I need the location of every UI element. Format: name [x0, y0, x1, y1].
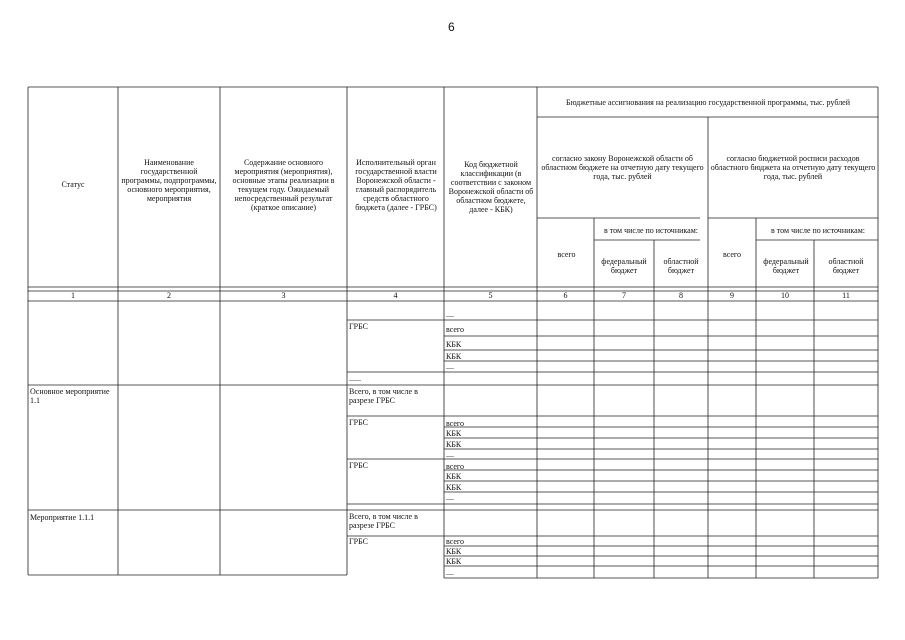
- col-num-6: 6: [563, 291, 568, 300]
- page-number: 6: [448, 20, 455, 34]
- cell-dots-long: ......: [349, 374, 361, 383]
- col-num-7: 7: [622, 291, 626, 300]
- col-num-2: 2: [167, 291, 171, 300]
- header-regional-1: областной бюджет: [663, 257, 699, 275]
- col-num-5: 5: [488, 291, 493, 300]
- cell-kbk: КБК: [446, 483, 462, 492]
- col-num-11: 11: [842, 291, 850, 300]
- header-total-1: всего: [557, 250, 576, 259]
- cell-kbk: КБК: [446, 352, 462, 361]
- cell-dots: ....: [446, 362, 454, 371]
- header-law-group: согласно закону Воронежской области об областном бюджете на отчетную дату текущего года, тыс. рублей: [541, 154, 704, 181]
- cell-vsego: всего: [446, 419, 465, 428]
- header-federal-1: федеральный бюджет: [601, 257, 647, 275]
- header-sources-1: в том числе по источникам:: [604, 226, 698, 235]
- cell-event: Мероприятие 1.1.1: [30, 513, 95, 522]
- cell-dots: ....: [446, 568, 454, 577]
- cell-vsego: всего: [446, 537, 465, 546]
- col-num-1: 1: [71, 291, 75, 300]
- header-regional-2: областной бюджет: [828, 257, 864, 275]
- header-name: Наименование государственной программы, подпрограммы, основного мероприятия, мероприятия: [121, 158, 217, 203]
- cell-kbk: КБК: [446, 440, 462, 449]
- cell-grbs: ГРБС: [349, 418, 368, 427]
- header-kbk: Код бюджетной классификации (в соответствии с законом Воронежской области об областном бюджете, далее - КБК): [448, 160, 534, 214]
- cell-kbk: КБК: [446, 340, 462, 349]
- cell-main-event: Основное мероприятие 1.1: [30, 387, 110, 405]
- header-status: Статус: [61, 180, 85, 189]
- header-sources-2: в том числе по источникам:: [771, 226, 865, 235]
- header-total-2: всего: [722, 250, 741, 259]
- cell-dots: ....: [446, 310, 454, 319]
- cell-vsego: всего: [446, 462, 465, 471]
- header-federal-2: федеральный бюджет: [763, 257, 809, 275]
- cell-grbs: ГРБС: [349, 461, 368, 470]
- col-num-9: 9: [730, 291, 734, 300]
- header-budget-group: Бюджетные ассигнования на реализацию государственной программы, тыс. рублей: [565, 98, 851, 107]
- col-num-8: 8: [679, 291, 683, 300]
- header-executor: Исполнительный орган государственной власти Воронежской области - главный распорядитель средств областного бюджета (далее - ГРБС): [355, 158, 437, 212]
- cell-dots: ....: [446, 450, 454, 459]
- col-num-4: 4: [393, 291, 398, 300]
- cell-kbk: КБК: [446, 472, 462, 481]
- col-num-3: 3: [281, 291, 286, 300]
- cell-vsego: всего: [446, 325, 465, 334]
- col-num-10: 10: [781, 291, 789, 300]
- cell-grbs: ГРБС: [349, 322, 368, 331]
- cell-kbk: КБК: [446, 547, 462, 556]
- cell-kbk: КБК: [446, 557, 462, 566]
- cell-total-by-grbs: Всего, в том числе в разрезе ГРБС: [349, 387, 418, 405]
- cell-total-by-grbs: Всего, в том числе в разрезе ГРБС: [349, 512, 418, 530]
- header-content: Содержание основного мероприятия (мероприятия), основные этапы реализации в текущем году. Ожидаемый непосредственный результат (краткое описание): [232, 158, 335, 212]
- header-schedule-group: согласно бюджетной росписи расходов областного бюджета на отчетную дату текущего года, тыс. рублей: [710, 154, 876, 181]
- cell-kbk: КБК: [446, 429, 462, 438]
- cell-grbs: ГРБС: [349, 537, 368, 546]
- cell-dots: ....: [446, 493, 454, 502]
